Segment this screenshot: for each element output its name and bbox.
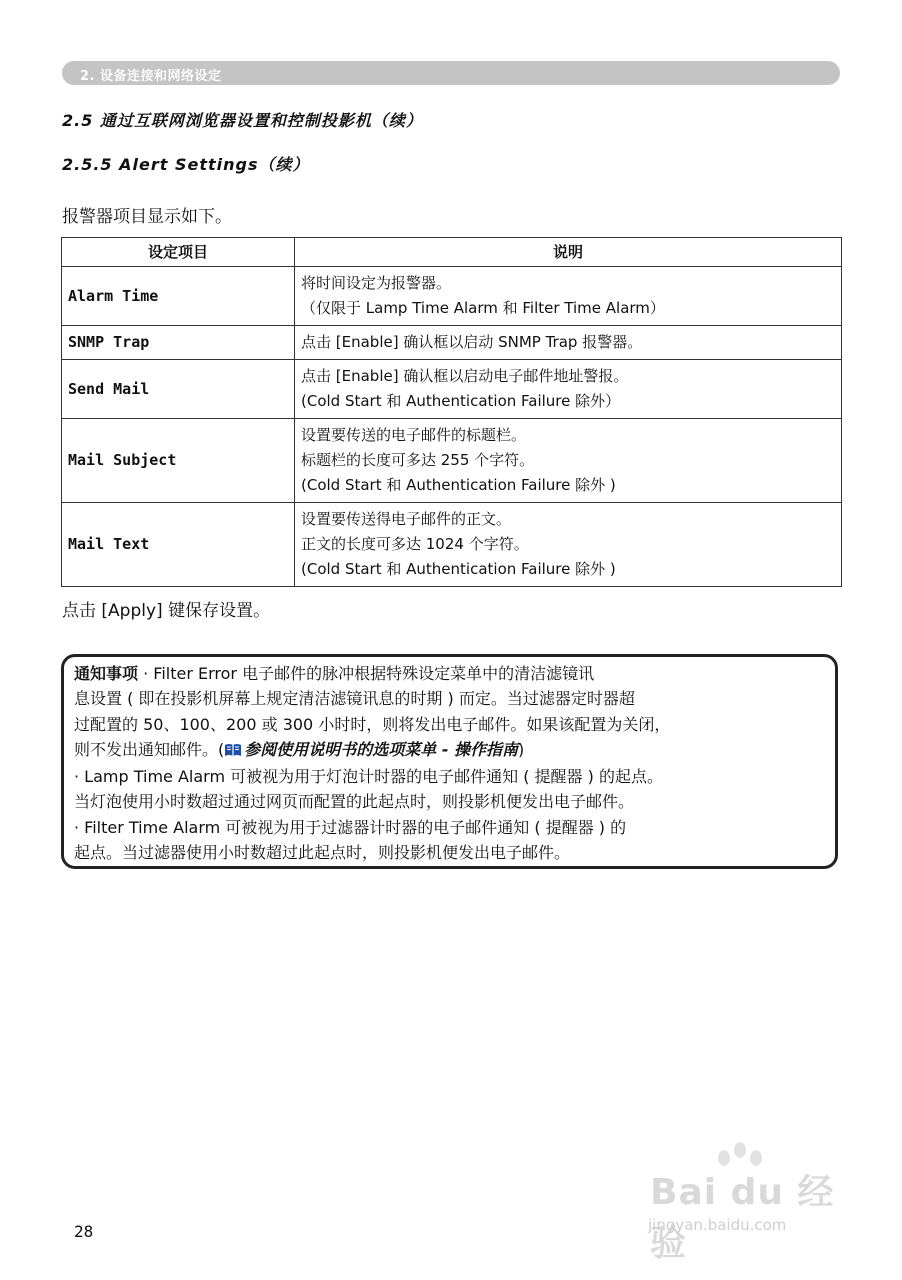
notice-line [74,737,825,764]
alert-settings-table [61,237,842,587]
section-title: 2.5 通过互联网浏览器设置和控制投影机（续） [62,111,423,130]
notice-line: 息设置 ( 即在投影机屏幕上规定清洁滤镜讯息的时期 ) 而定。当过滤器定时器超 [74,689,635,709]
description-line: 设置要传送得电子邮件的正文。 [301,510,512,528]
table-row [62,419,842,503]
description-line: （仅限于 Lamp Time Alarm 和 Filter Time Alarm） [301,299,665,317]
setting-description [295,419,842,503]
description-line: 正文的长度可多达 1024 个字符。 [301,535,529,553]
setting-description [295,326,842,360]
setting-name: SNMP Trap [62,326,295,360]
description-line: (Cold Start 和 Authentication Failure 除外 ) [301,560,616,578]
column-header-item: 设定项目 [62,238,295,267]
watermark-url: jingyan.baidu.com [648,1216,787,1234]
table-row [62,503,842,587]
notice-line: · Lamp Time Alarm 可被视为用于灯泡计时器的电子邮件通知 ( 提醒器 ) 的起点。 [74,767,663,787]
table-header-row [62,238,842,267]
chapter-header-bar [62,61,840,85]
chapter-title: 2. 设备连接和网络设定 [80,69,222,84]
setting-name: Alarm Time [62,267,295,326]
description-line: 将时间设定为报警器。 [301,274,452,292]
notice-line: 过配置的 50、100、200 或 300 小时时，则将发出电子邮件。如果该配置为关闭， [74,714,671,734]
setting-name: Mail Text [62,503,295,587]
table-row [62,326,842,360]
notice-box [61,654,838,869]
notice-text: 则不发出通知邮件。( [74,739,225,759]
intro-text: 报警器项目显示如下。 [62,207,232,227]
apply-instruction: 点击 [Apply] 键保存设置。 [62,601,271,621]
notice-line: · Filter Time Alarm 可被视为用于过滤器计时器的电子邮件通知 ( 提醒器 ) 的 [74,817,627,837]
manual-reference: 参阅使用说明书的选项菜单 - 操作指南 [244,739,519,759]
watermark-brand: Bai du 经验 [650,1172,835,1264]
page-number: 28 [74,1222,94,1241]
description-line: 点击 [Enable] 确认框以启动电子邮件地址警报。 [301,367,629,385]
setting-description [295,503,842,587]
notice-text: ) [518,739,525,759]
setting-description [295,267,842,326]
book-icon [224,739,242,764]
setting-description [295,360,842,419]
notice-line: 起点。当过滤器使用小时数超过此起点时，则投影机便发出电子邮件。 [74,843,571,863]
notice-line [74,661,825,686]
description-line: 点击 [Enable] 确认框以启动 SNMP Trap 报警器。 [301,333,643,351]
table-row [62,267,842,326]
table-row [62,360,842,419]
notice-line: 当灯泡使用小时数超过通过网页而配置的此起点时，则投影机便发出电子邮件。 [74,792,635,812]
subsection-title: 2.5.5 Alert Settings（续） [62,155,310,174]
setting-name: Mail Subject [62,419,295,503]
description-line: (Cold Start 和 Authentication Failure 除外） [301,392,621,410]
column-header-description: 说明 [295,238,842,267]
description-line: 设置要传送的电子邮件的标题栏。 [301,426,527,444]
baidu-watermark [640,1140,860,1264]
setting-name: Send Mail [62,360,295,419]
notice-title: 通知事项 [74,664,139,683]
notice-text: · Filter Error 电子邮件的脉冲根据特殊设定菜单中的清洁滤镜讯 [138,664,595,683]
description-line: (Cold Start 和 Authentication Failure 除外 ) [301,476,616,494]
description-line: 标题栏的长度可多达 255 个字符。 [301,451,535,469]
